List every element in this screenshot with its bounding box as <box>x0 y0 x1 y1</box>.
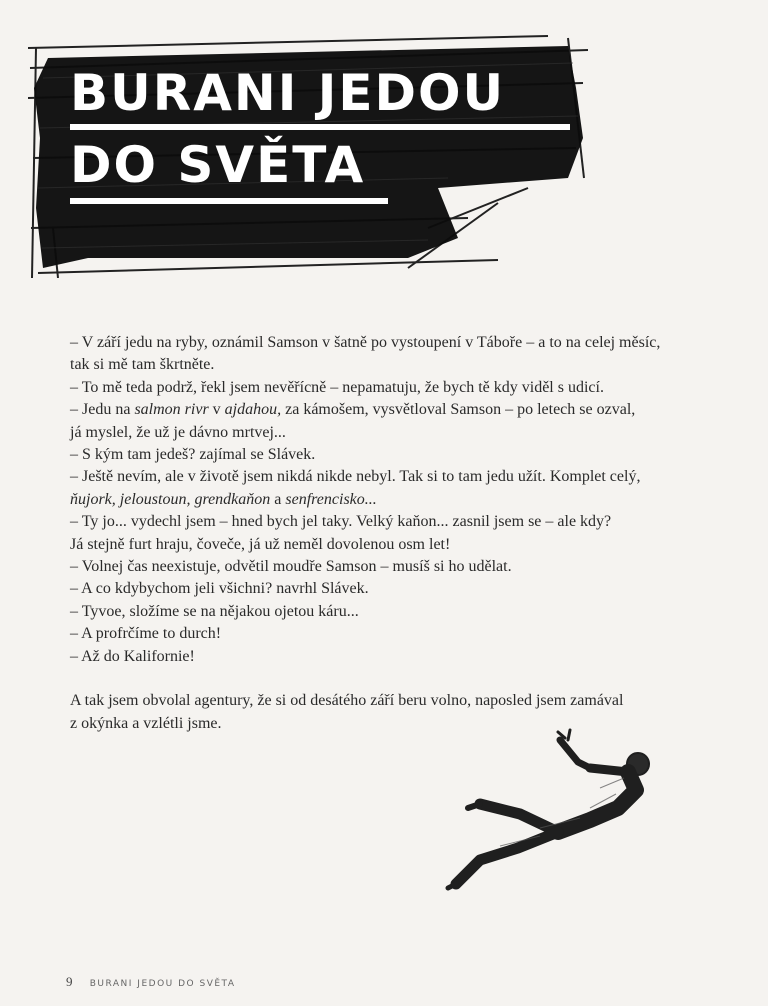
text-segment: já myslel, že už je dávno mrtvej... <box>70 423 286 441</box>
text-line <box>70 534 738 556</box>
text-segment: – A co kdybychom jeli všichni? navrhl Slávek. <box>70 580 369 598</box>
text-segment: v <box>208 401 225 419</box>
text-segment: – A profrčíme to durch! <box>70 625 222 643</box>
text-segment: a <box>270 490 286 508</box>
text-segment: Já stejně furt hraju, čoveče, já už neměl dovolenou osm let! <box>70 535 451 553</box>
page-footer <box>66 974 236 990</box>
text-segment: A tak jsem obvolal agentury, že si od desátého září beru volno, naposled jsem zamával <box>70 692 624 710</box>
text-line <box>70 377 738 399</box>
text-line <box>70 332 738 354</box>
title-underline-2 <box>70 198 388 204</box>
text-line <box>70 623 738 645</box>
title-block <box>28 28 588 278</box>
text-segment: – Ty jo... vydechl jsem – hned bych jel taky. Velký kaňon... zasnil jsem se – ale kdy? <box>70 513 612 531</box>
text-line <box>70 489 738 511</box>
italic-segment: ňujork, jeloustoun, grendkaňon <box>70 490 271 508</box>
body-text <box>70 332 738 735</box>
text-line <box>70 601 738 623</box>
text-line <box>70 690 738 712</box>
text-line <box>70 354 738 376</box>
text-line <box>70 422 738 444</box>
text-line <box>70 466 738 488</box>
title-underline-1 <box>70 124 570 130</box>
text-line <box>70 556 738 578</box>
text-line <box>70 399 738 421</box>
text-line <box>70 511 738 533</box>
text-line <box>70 444 738 466</box>
text-segment: – Ještě nevím, ale v životě jsem nikdá nikde nebyl. Tak si to tam jedu užít. Komplet celý, <box>70 468 641 486</box>
text-segment: za kámošem, vysvětloval Samson – po letech se ozval, <box>281 401 636 419</box>
flying-man-illustration <box>440 728 680 898</box>
running-title: BURANI JEDOU DO SVĚTA <box>89 979 236 989</box>
text-line <box>70 646 738 668</box>
text-line <box>70 578 738 600</box>
text-segment: – Volnej čas neexistuje, odvětil moudře Samson – musíš si ho udělat. <box>70 558 512 576</box>
italic-segment: senfrencisko... <box>285 490 377 508</box>
text-segment: tak si mě tam škrtněte. <box>70 356 215 374</box>
italic-segment: salmon rivr <box>134 401 209 419</box>
text-segment: z okýnka a vzlétli jsme. <box>70 714 222 732</box>
text-segment: – Jedu na <box>70 401 135 419</box>
text-segment: – S kým tam jedeš? zajímal se Slávek. <box>70 446 316 464</box>
paragraph-gap <box>70 668 738 690</box>
text-segment: – Až do Kalifornie! <box>70 647 195 665</box>
text-segment: – Tyvoe, složíme se na nějakou ojetou káru... <box>70 602 359 620</box>
italic-segment: ajdahou, <box>224 401 282 419</box>
title-line-2: DO SVĚTA <box>70 136 366 194</box>
page-number: 9 <box>66 974 73 989</box>
text-segment: – To mě teda podrž, řekl jsem nevěřícně – nepamatuju, že bych tě kdy viděl s udicí. <box>70 378 604 396</box>
text-segment: – V září jedu na ryby, oznámil Samson v šatně po vystoupení v Táboře – a to na celej měsíc, <box>70 334 661 351</box>
title-line-1: BURANI JEDOU <box>70 64 506 122</box>
